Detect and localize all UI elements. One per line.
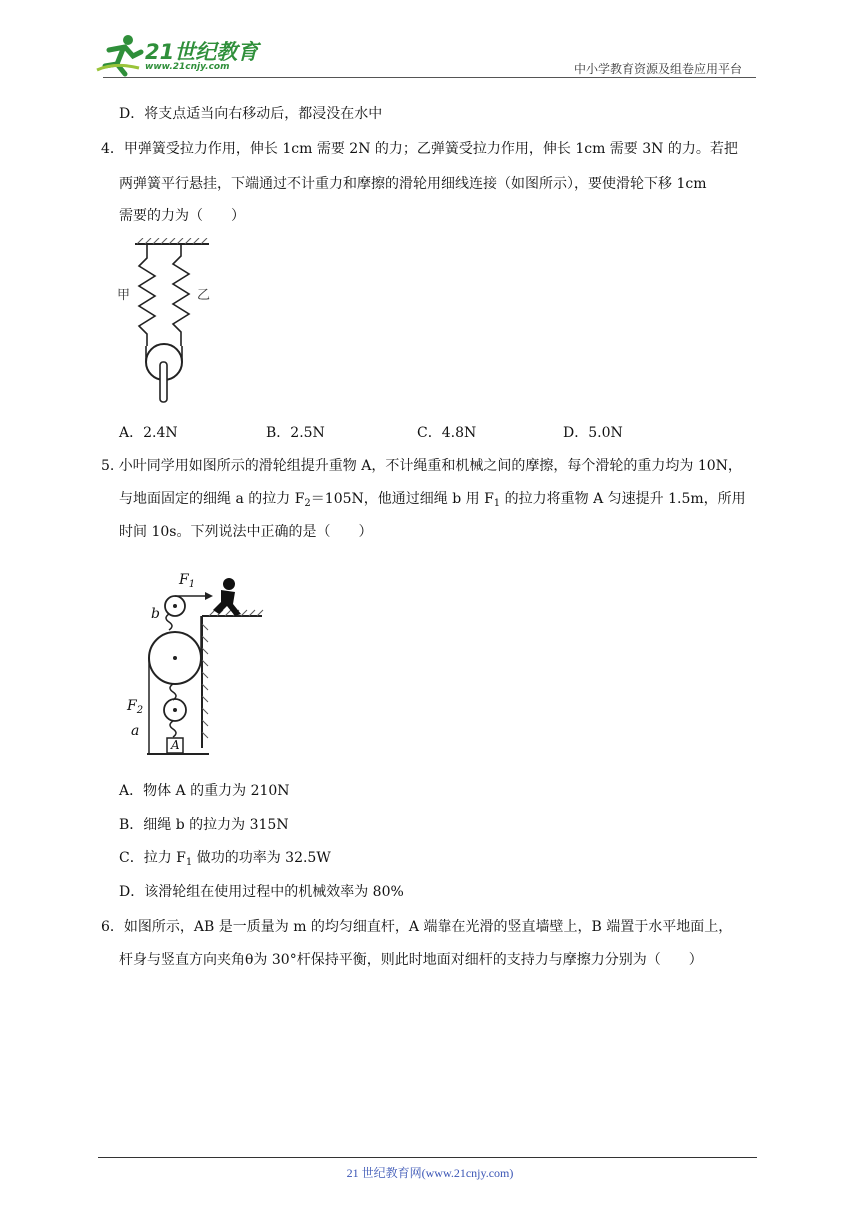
q4-line-3: 需要的力为（ ）: [119, 208, 245, 224]
label-A: A: [171, 738, 180, 752]
logo: [95, 34, 265, 78]
q5-line-3: 时间 10s。下列说法中正确的是（ ）: [119, 524, 373, 540]
spring-label-yi: 乙: [197, 288, 211, 303]
label-F1: $F_1$: [179, 572, 196, 590]
label-b: b: [151, 606, 160, 622]
q4-figure-spring-pulley: [117, 238, 217, 408]
q5-option-a: A．物体 A 的重力为 210N: [119, 783, 290, 799]
spring-jia: [139, 244, 155, 346]
q6-line-1: 6．如图所示，AB 是一质量为 m 的均匀细直杆，A 端靠在光滑的竖直墙壁上，B 端置于水平地面上，: [101, 919, 733, 935]
logo-main-text: 21世纪教育: [145, 40, 259, 64]
footer-rule: [98, 1157, 757, 1158]
header-platform-text: 中小学教育资源及组卷应用平台: [574, 62, 743, 76]
q5-line-2: 与地面固定的细绳 a 的拉力 $F_2=105N$，他通过细绳 b 用 $F_1$ 的拉力将重物 A 匀速提升 1.5m，所用: [119, 491, 746, 509]
label-a: a: [131, 723, 140, 739]
q5-figure-pulley-system: [117, 560, 267, 765]
q4-line-2: 两弹簧平行悬挂，下端通过不计重力和摩擦的滑轮用细线连接（如图所示），要使滑轮下移 1cm: [119, 176, 707, 192]
q4-option-b: B．2.5N: [266, 425, 325, 441]
logo-url-text: www.21cnjy.com: [145, 62, 230, 72]
footer-text: 21 世纪教育网(www.21cnjy.com): [346, 1166, 514, 1180]
header: [0, 0, 860, 80]
q6-line-2: 杆身与竖直方向夹角θ为 30°杆保持平衡，则此时地面对细杆的支持力与摩擦力分别为（ ）: [119, 952, 703, 968]
q5-option-d: D．该滑轮组在使用过程中的机械效率为 80%: [119, 884, 404, 900]
spring-yi: [173, 244, 189, 346]
q4-option-d: D．5.0N: [563, 425, 623, 441]
q3-option-d: D．将支点适当向右移动后，都浸没在水中: [119, 106, 383, 122]
label-F2: $F_2$: [127, 698, 144, 716]
spring-label-jia: 甲: [117, 288, 131, 303]
header-rule: [103, 77, 756, 78]
runner-logo-icon: [95, 34, 145, 78]
q4-option-c: C．4.8N: [417, 425, 477, 441]
person-pulling-icon: [213, 578, 241, 616]
q5-line-1: 5. 小叶同学用如图所示的滑轮组提升重物 A，不计绳重和机械之间的摩擦，每个滑轮的重力均为 10N，: [101, 458, 742, 474]
q5-option-b: B．细绳 b 的拉力为 315N: [119, 817, 289, 833]
q5-option-c: C．拉力 $F_1$ 做功的功率为 32.5W: [119, 850, 331, 868]
q4-option-a: A．2.4N: [119, 425, 178, 441]
q4-line-1: 4．甲弹簧受拉力作用，伸长 1cm 需要 2N 的力；乙弹簧受拉力作用，伸长 1cm 需要 3N 的力。若把: [101, 141, 738, 157]
